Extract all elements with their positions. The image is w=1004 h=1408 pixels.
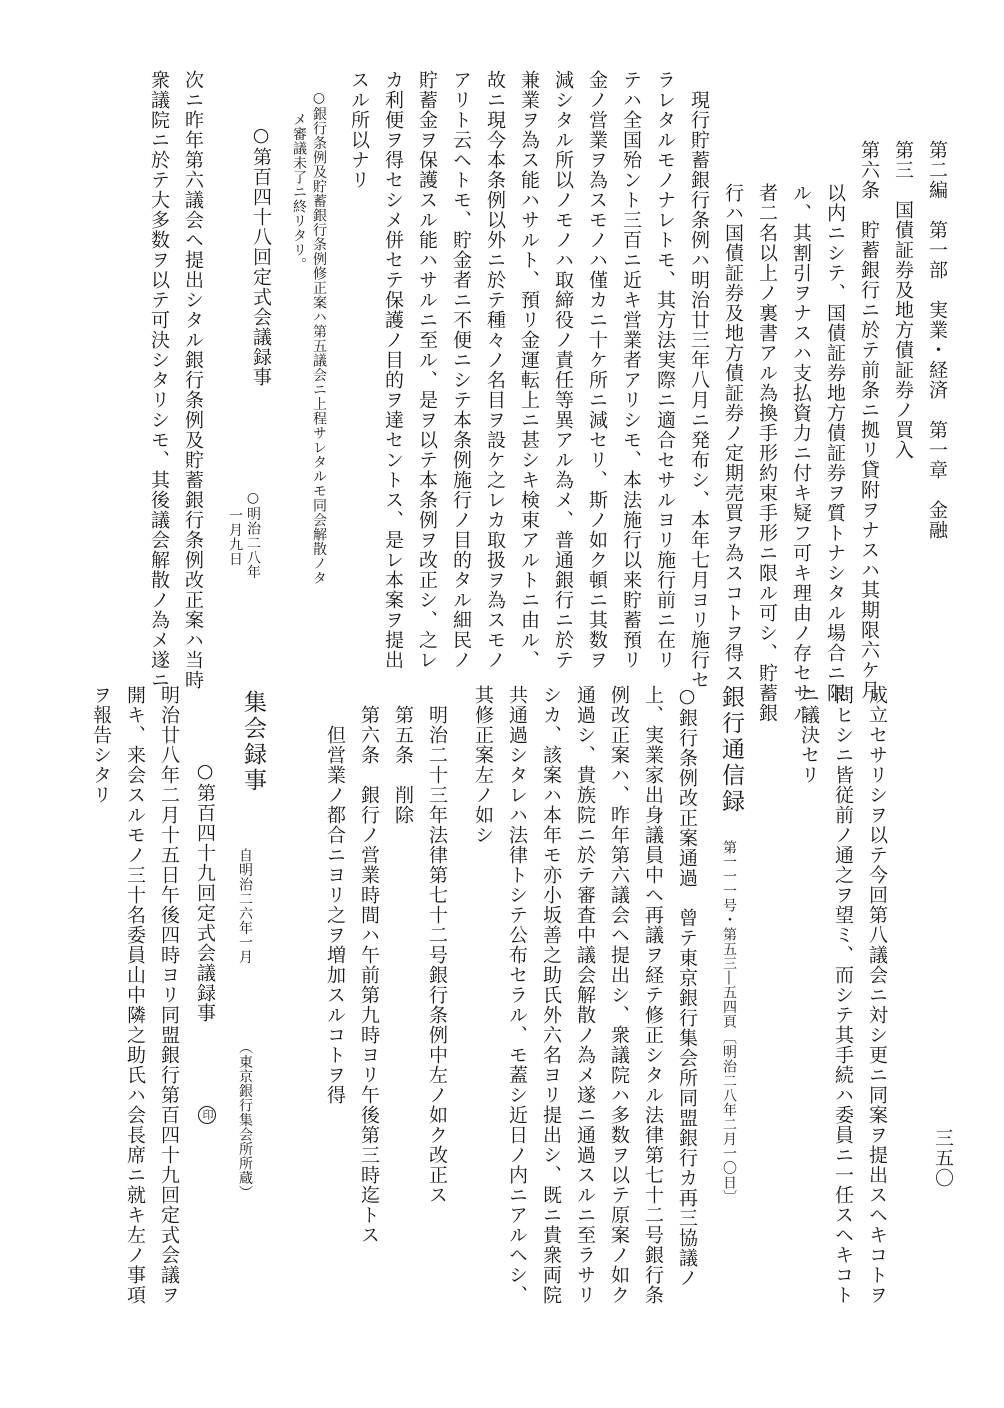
text-column: 問ヒシニ皆従前ノ通之ヲ望ミ、而シテ其手続ハ委員ニ一任スヘキコト xyxy=(832,685,854,1305)
text-column: アリト云ヘトモ、貯金者ニ不便ニシテ本条例施行ノ目的タル細民ノ xyxy=(450,70,472,670)
text-column: 現行貯蓄銀行条例ハ明治廿三年八月ニ発布シ、本年七月ヨリ施行セ xyxy=(688,90,710,690)
shukai-holder: （東京銀行集会所所蔵） xyxy=(237,1040,253,1200)
text-column: 但営業ノ都合ニヨリ之ヲ増加スルコトヲ得 xyxy=(324,725,346,1105)
text-column: カ利便ヲ得セシメ併セテ保護ノ目的ヲ達セントス、是レ本案ヲ提出 xyxy=(382,70,404,670)
meeting-148-date: 一月九日 xyxy=(227,508,243,566)
text-column: シカ、該案ハ本年モ亦小坂善之助氏外六名ヨリ提出シ、既ニ貴衆両院 xyxy=(540,685,562,1305)
text-column: 兼業ヲ為ス能ハサルト、預リ金運転上ニ甚シキ検束アルトニ由ル、 xyxy=(518,70,540,670)
page-number: 三五〇 xyxy=(932,1128,954,1188)
meeting-148-title: ○第百四十八回定式会議録事 xyxy=(250,124,272,387)
text-column: 第六条 貯蓄銀行ニ於テ前条ニ拠リ貸附ヲナスハ其期限六ケ月 xyxy=(858,140,880,700)
shukai-title: 集会録事 xyxy=(240,690,266,794)
running-head: 第二編 第一部 実業・経済 第一章 金融 xyxy=(926,140,948,540)
text-column: ○銀行条例改正案通過 曾テ東京銀行集会所同盟銀行カ再三協議ノ xyxy=(676,685,698,1288)
meeting-148-date: ○明治二八年 xyxy=(245,490,261,579)
text-column: 開キ、来会スルモノ三十名委員山中隣之助氏ハ会長席ニ就キ左ノ事項 xyxy=(124,685,146,1305)
ginko-ref: 第一一一号・第五三―五四頁 xyxy=(721,840,737,1029)
text-column: ヲ報告シタリ xyxy=(90,685,112,805)
text-column: 行ハ国債証券及地方債証券ノ定期売買ヲ為スコトヲ得ス xyxy=(722,183,744,683)
editor-note: メ審議未了ニ終リタリ。 xyxy=(291,112,307,272)
text-column: テハ全国殆ント三百ニ近キ営業者アリシモ、本法施行以来貯蓄預リ xyxy=(620,70,642,670)
section-heading: 第三 国債証券及地方債証券ノ買入 xyxy=(892,140,914,460)
stamp xyxy=(197,1100,216,1124)
text-column: 以内ニシテ、国債証券地方債証券ヲ質トナシタル場合ニ限 xyxy=(824,183,846,703)
meeting-149-title: ○第百四十九回定式会議録事 xyxy=(194,760,216,1023)
ginko-date: 〔明治二八年二月一〇日〕 xyxy=(721,1030,737,1204)
text-column: 例改正案ハ、昨年第六議会ヘ提出シ、衆議院ハ多数ヲ以テ原案ノ如ク xyxy=(608,685,630,1305)
text-column: 故ニ現今本条例以外ニ於テ種々ノ名目ヲ設ケ之レカ取扱ヲ為スモノ xyxy=(484,70,506,670)
ginko-title: 銀行通信録 xyxy=(718,685,744,815)
section-divider xyxy=(48,664,956,665)
text-column: 金ノ営業ヲ為スモノハ僅カニ十ケ所ニ減セリ、斯ノ如ク頓ニ其数ヲ xyxy=(586,70,608,670)
text-column: 者二名以上ノ裏書アル為換手形約束手形ニ限ル可シ、貯蓄銀 xyxy=(756,183,778,723)
text-column: ラレタルモノナレトモ、其方法実際ニ適合セサルヨリ施行前ニ在リ xyxy=(654,70,676,670)
shukai-period: 自明治二六年一月 xyxy=(237,848,253,964)
text-column: 上、実業家出身議員中ヘ再議ヲ経テ修正シタル法律第七十二号銀行条 xyxy=(642,685,664,1305)
editor-note: ○銀行条例及貯蓄銀行条例修正案ハ第五議会ニ上程サレタルモ同会解散ノタ xyxy=(311,90,327,585)
text-column: 第六条 銀行ノ営業時間ハ午前第九時ヨリ午後第三時迄トス xyxy=(358,705,380,1245)
text-column: 成立セサリシヲ以テ今回第八議会ニ対シ更ニ同案ヲ提出スヘキコトヲ xyxy=(866,685,888,1305)
text-column: 共通過シタレハ法律トシテ公布セラル、モ蓋シ近日ノ内ニアルヘシ、 xyxy=(506,685,528,1305)
text-column: 其修正案左ノ如シ xyxy=(472,685,494,845)
text-column: ル、其割引ヲナスハ支払資力ニ付キ疑フ可キ理由ノ存セサル xyxy=(790,183,812,723)
stamp-mark: 印 xyxy=(198,1106,216,1124)
text-column: 明治廿八年二月十五日午後四時ヨリ同盟銀行第百四十九回定式会議ヲ xyxy=(158,685,180,1305)
text-column: 通過シ、貴族院ニ於テ審査中議会解散ノ為メ遂ニ通過スルニ至ラサリ xyxy=(574,685,596,1305)
text-column: 明治二十三年法律第七十二号銀行条例中左ノ如ク改正ス xyxy=(426,705,448,1205)
text-column: ニ議決セリ xyxy=(798,685,820,785)
text-column: スル所以ナリ xyxy=(348,70,370,190)
text-column: 貯蓄金ヲ保護スル能ハサルニ至ル、是ヲ以テ本条例ヲ改正シ、之レ xyxy=(416,70,438,670)
text-column: 次ニ昨年第六議会ヘ提出シタル銀行条例及貯蓄銀行条例改正案ハ当時 xyxy=(182,70,204,690)
text-column: 減シタル所以ノモノハ取締役ノ責任等異アル為メ、普通銀行ニ於テ xyxy=(552,70,574,670)
text-column: 衆議院ニ於テ大多数ヲ以テ可決シタリシモ、其後議会解散ノ為メ遂ニ xyxy=(148,70,170,690)
text-column: 第五条 削除 xyxy=(392,705,414,825)
